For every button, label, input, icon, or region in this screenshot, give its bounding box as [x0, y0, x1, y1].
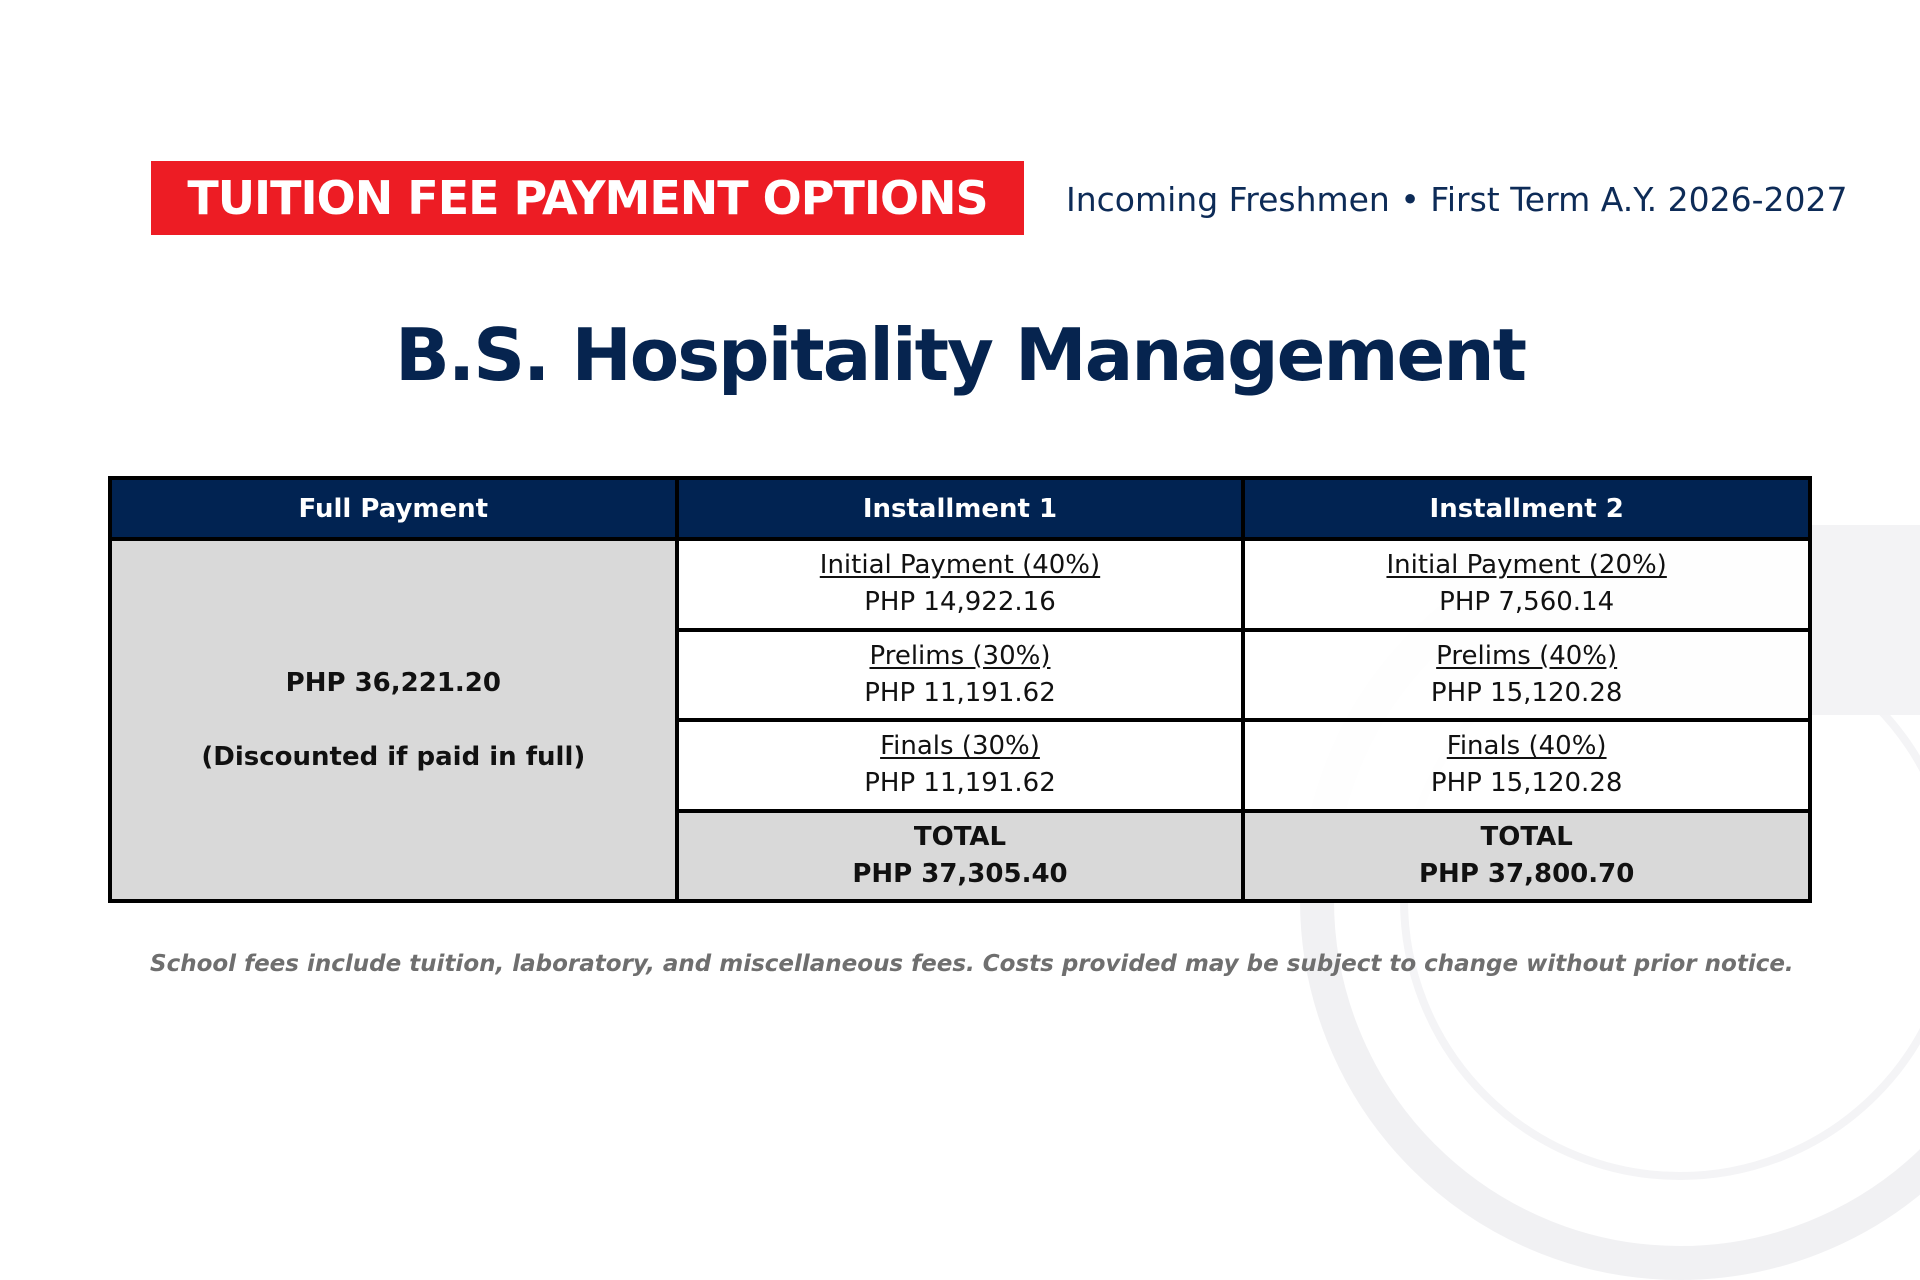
program-title: B.S. Hospitality Management	[394, 313, 1526, 397]
installment-1-finals-amount: PHP 11,191.62	[864, 768, 1056, 799]
fee-disclaimer: School fees include tuition, laboratory, and miscellaneous fees. Costs provided may be subject to change without prior notice.	[150, 951, 1794, 977]
installment-1-initial-label: Initial Payment (40%)	[819, 550, 1101, 581]
installment-2-finals-cell	[1243, 720, 1810, 811]
installment-2-prelims-amount: PHP 15,120.28	[1430, 677, 1623, 708]
installment-2-finals-amount: PHP 15,120.28	[1430, 768, 1623, 799]
installment-2-total-amount: PHP 37,800.70	[1419, 858, 1635, 889]
installment-2-prelims-cell	[1243, 630, 1810, 721]
installment-1-prelims-label: Prelims (30%)	[869, 640, 1051, 671]
installment-1-total-amount: PHP 37,305.40	[852, 858, 1068, 889]
installment-1-finals-label: Finals (30%)	[880, 731, 1040, 762]
table-row-initial	[110, 539, 1810, 630]
column-header-installment-2: Installment 2	[1243, 478, 1810, 539]
installment-2-finals-label: Finals (40%)	[1446, 731, 1607, 762]
header-badge: TUITION FEE PAYMENT OPTIONS	[151, 161, 1024, 235]
installment-1-finals-cell	[677, 720, 1244, 811]
installment-2-total-label: TOTAL	[1480, 821, 1573, 852]
installment-1-total-label: TOTAL	[913, 821, 1007, 852]
installment-1-prelims-amount: PHP 11,191.62	[864, 677, 1056, 708]
fee-table	[108, 476, 1812, 903]
full-payment-cell	[110, 539, 677, 901]
column-header-installment-1: Installment 1	[677, 478, 1244, 539]
installment-2-total-cell	[1243, 811, 1810, 902]
installment-1-initial-amount: PHP 14,922.16	[864, 587, 1056, 618]
installment-2-initial-cell	[1243, 539, 1810, 630]
installment-2-prelims-label: Prelims (40%)	[1436, 640, 1618, 671]
installment-2-initial-label: Initial Payment (20%)	[1386, 550, 1667, 581]
table-header-row	[110, 478, 1810, 539]
installment-2-initial-amount: PHP 7,560.14	[1439, 587, 1615, 618]
column-header-full-payment: Full Payment	[110, 478, 677, 539]
installment-1-initial-cell	[677, 539, 1244, 630]
installment-1-total-cell	[677, 811, 1244, 902]
installment-1-prelims-cell	[677, 630, 1244, 721]
full-payment-amount: PHP 36,221.20	[285, 667, 501, 698]
full-payment-note: (Discounted if paid in full)	[201, 741, 586, 772]
header-subtitle: Incoming Freshmen • First Term A.Y. 2026-2027	[1066, 180, 1848, 219]
